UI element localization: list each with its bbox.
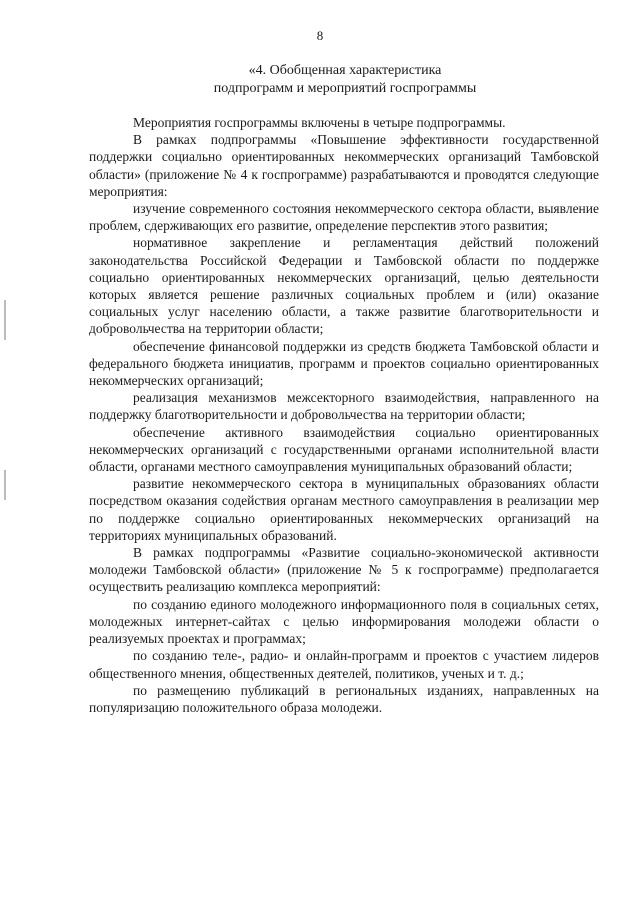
document-body bbox=[89, 114, 599, 716]
paragraph: по созданию теле-, радио- и онлайн-программ и проектов с участием лидеров общественного мнения, общественных деятелей, политиков, ученых и т. д.; bbox=[89, 648, 599, 681]
scan-margin-mark bbox=[4, 470, 6, 500]
paragraph: В рамках подпрограммы «Повышение эффективности государственной поддержки социально ориентированных некоммерческих организаций Тамбовской области» (приложение № 4 к госпрограмме) разрабатываются и проводятся следующие мероприятия: bbox=[89, 132, 599, 199]
paragraph: Мероприятия госпрограммы включены в четыре подпрограммы. bbox=[133, 115, 506, 130]
paragraph: развитие некоммерческого сектора в муниципальных образованиях области посредством оказания содействия органам местного самоуправления в реализации мер по поддержке социально ориентированных некоммерческих организаций на территориях муниципальных образований. bbox=[89, 476, 599, 543]
paragraph: нормативное закрепление и регламентация действий положений законодательства Российской Федерации и Тамбовской области по поддержке социально ориентированных некоммерческих организаций, целью деятельности которых является решение различных социальных проблем и (или) оказание социальных услуг населению области, а также развитие благотворительности и добровольчества на территории области; bbox=[89, 235, 599, 337]
scan-margin-mark bbox=[4, 300, 6, 340]
section-heading bbox=[150, 62, 540, 98]
page-number: 8 bbox=[316, 28, 324, 43]
paragraph: В рамках подпрограммы «Развитие социально-экономической активности молодежи Тамбовской области» (приложение № 5 к госпрограмме) предполагается осуществить реализацию комплекса мероприятий: bbox=[89, 545, 599, 595]
paragraph: реализация механизмов межсекторного взаимодействия, направленного на поддержку благотворительности и добровольчества на территории области; bbox=[89, 390, 599, 423]
paragraph: обеспечение финансовой поддержки из средств бюджета Тамбовской области и федерального бюджета инициатив, программ и проектов социально ориентированных некоммерческих организаций; bbox=[89, 338, 599, 389]
paragraph: изучение современного состояния некоммерческого сектора области, выявление проблем, сдерживающих его развитие, определение перспектив этого развития; bbox=[89, 201, 599, 234]
paragraph: по созданию единого молодежного информационного поля в социальных сетях, молодежных интернет-сайтах с целью информирования молодежи области о реализуемых проектах и программах; bbox=[89, 596, 599, 647]
paragraph: обеспечение активного взаимодействия социально ориентированных некоммерческих организаций с государственными органами исполнительной власти области, органами местного самоуправления муниципальных образований области; bbox=[89, 424, 599, 475]
paragraph: по размещению публикаций в региональных изданиях, направленных на популяризацию положительного образа молодежи. bbox=[89, 682, 599, 715]
section-heading-line: «4. Обобщенная характеристика bbox=[248, 63, 442, 78]
section-heading-line: подпрограмм и мероприятий госпрограммы bbox=[213, 81, 477, 96]
